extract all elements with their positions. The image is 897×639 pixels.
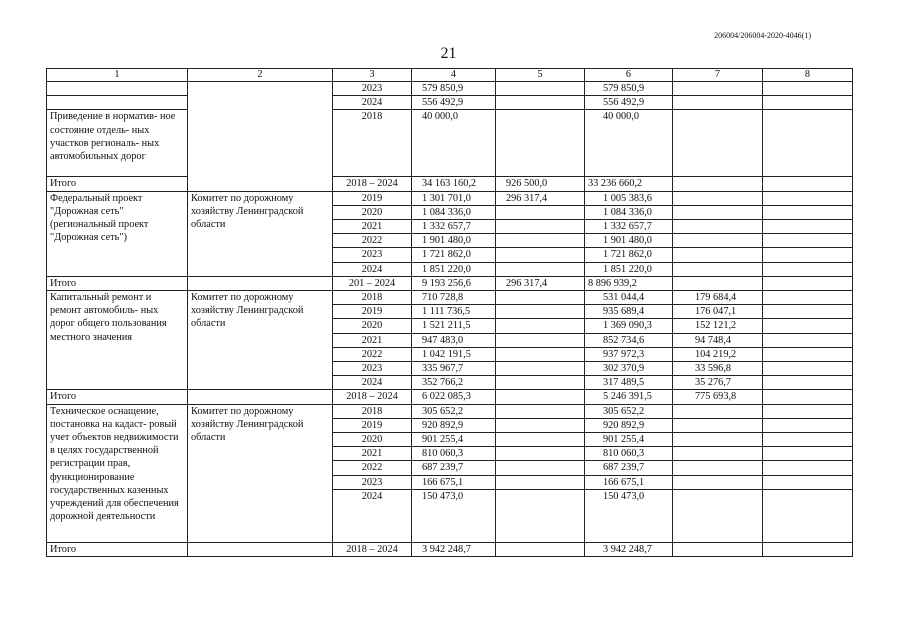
total-cell: 556 492,9: [412, 96, 496, 110]
total-cell: 150 473,0: [412, 489, 496, 542]
col-header-2: 2: [188, 69, 333, 82]
local-budget-cell: 775 693,8: [673, 390, 763, 404]
regional-budget-cell: 3 942 248,7: [585, 542, 673, 556]
year-cell: 2018: [333, 291, 412, 305]
col-header-8: 8: [763, 69, 853, 82]
local-budget-cell: 179 684,4: [673, 291, 763, 305]
regional-budget-cell: 901 255,4: [585, 433, 673, 447]
regional-budget-cell: 556 492,9: [585, 96, 673, 110]
total-label: Итого: [47, 390, 188, 404]
regional-budget-cell: 1 005 383,6: [585, 191, 673, 205]
year-cell: 2018: [333, 110, 412, 177]
regional-budget-cell: 1 332 657,7: [585, 220, 673, 234]
regional-budget-cell: 1 721 862,0: [585, 248, 673, 262]
regional-budget-cell: 935 689,4: [585, 305, 673, 319]
year-range-cell: 201 – 2024: [333, 276, 412, 290]
regional-budget-cell: 531 044,4: [585, 291, 673, 305]
col-header-5: 5: [496, 69, 585, 82]
total-cell: 1 084 336,0: [412, 205, 496, 219]
year-cell: 2021: [333, 333, 412, 347]
regional-budget-cell: 33 236 660,2: [585, 177, 673, 191]
table-row: [47, 110, 853, 177]
regional-budget-cell: 302 370,9: [585, 362, 673, 376]
regional-budget-cell: 579 850,9: [585, 82, 673, 96]
total-cell: 810 060,3: [412, 447, 496, 461]
local-budget-cell: 35 276,7: [673, 376, 763, 390]
regional-budget-cell: 8 896 939,2: [585, 276, 673, 290]
total-cell: 901 255,4: [412, 433, 496, 447]
activity-name: Приведение в норматив- ное состояние отдель- ных участков региональ- ных автомобильных дорог: [47, 110, 188, 177]
executor-name: Комитет по дорожному хозяйству Ленинградской области: [188, 191, 333, 276]
year-range-cell: 2018 – 2024: [333, 542, 412, 556]
total-cell: 40 000,0: [412, 110, 496, 177]
activity-name: Федеральный проект "Дорожная сеть" (региональный проект "Дорожная сеть"): [47, 191, 188, 276]
total-cell: 579 850,9: [412, 82, 496, 96]
total-cell: 1 301 701,0: [412, 191, 496, 205]
regional-budget-cell: 5 246 391,5: [585, 390, 673, 404]
regional-budget-cell: 305 652,2: [585, 404, 673, 418]
federal-budget-cell: 296 317,4: [496, 276, 585, 290]
year-cell: 2020: [333, 433, 412, 447]
total-cell: 1 332 657,7: [412, 220, 496, 234]
local-budget-cell: 33 596,8: [673, 362, 763, 376]
table-row: [47, 82, 853, 96]
regional-budget-cell: 1 369 090,3: [585, 319, 673, 333]
total-cell: 1 721 862,0: [412, 248, 496, 262]
col-header-6: 6: [585, 69, 673, 82]
regional-budget-cell: 1 851 220,0: [585, 262, 673, 276]
table-row: [47, 291, 853, 305]
total-cell: 305 652,2: [412, 404, 496, 418]
year-cell: 2023: [333, 248, 412, 262]
total-row: [47, 542, 853, 556]
executor-name: Комитет по дорожному хозяйству Ленинградской области: [188, 291, 333, 390]
year-range-cell: 2018 – 2024: [333, 390, 412, 404]
total-cell: 1 042 191,5: [412, 347, 496, 361]
total-cell: 9 193 256,6: [412, 276, 496, 290]
column-number-row: [47, 69, 853, 82]
year-range-cell: 2018 – 2024: [333, 177, 412, 191]
total-cell: 920 892,9: [412, 418, 496, 432]
year-cell: 2021: [333, 220, 412, 234]
total-row: [47, 177, 853, 191]
total-label: Итого: [47, 177, 188, 191]
total-cell: 710 728,8: [412, 291, 496, 305]
regional-budget-cell: 1 901 480,0: [585, 234, 673, 248]
regional-budget-cell: 852 734,6: [585, 333, 673, 347]
col-header-7: 7: [673, 69, 763, 82]
year-cell: 2022: [333, 234, 412, 248]
federal-budget-cell: 296 317,4: [496, 191, 585, 205]
table-row: [47, 96, 853, 110]
total-row: [47, 390, 853, 404]
year-cell: 2023: [333, 475, 412, 489]
total-cell: 687 239,7: [412, 461, 496, 475]
total-cell: 947 483,0: [412, 333, 496, 347]
total-cell: 166 675,1: [412, 475, 496, 489]
total-cell: 6 022 085,3: [412, 390, 496, 404]
regional-budget-cell: 937 972,3: [585, 347, 673, 361]
col-header-4: 4: [412, 69, 496, 82]
year-cell: 2019: [333, 191, 412, 205]
year-cell: 2019: [333, 418, 412, 432]
executor-name: Комитет по дорожному хозяйству Ленинградской области: [188, 404, 333, 542]
regional-budget-cell: 40 000,0: [585, 110, 673, 177]
regional-budget-cell: 166 675,1: [585, 475, 673, 489]
activity-name: Капитальный ремонт и ремонт автомобиль- ных дорог общего пользования местного значения: [47, 291, 188, 390]
table-row: [47, 404, 853, 418]
total-cell: 352 766,2: [412, 376, 496, 390]
year-cell: 2024: [333, 376, 412, 390]
total-cell: 1 851 220,0: [412, 262, 496, 276]
budget-table: [46, 68, 853, 557]
local-budget-cell: 94 748,4: [673, 333, 763, 347]
total-cell: 3 942 248,7: [412, 542, 496, 556]
total-cell: 34 163 160,2: [412, 177, 496, 191]
year-cell: 2020: [333, 319, 412, 333]
regional-budget-cell: 920 892,9: [585, 418, 673, 432]
year-cell: 2022: [333, 347, 412, 361]
total-row: [47, 276, 853, 290]
local-budget-cell: 152 121,2: [673, 319, 763, 333]
year-cell: 2022: [333, 461, 412, 475]
table-row: [47, 191, 853, 205]
year-cell: 2021: [333, 447, 412, 461]
year-cell: 2023: [333, 362, 412, 376]
local-budget-cell: 104 219,2: [673, 347, 763, 361]
regional-budget-cell: 150 473,0: [585, 489, 673, 542]
total-cell: 1 111 736,5: [412, 305, 496, 319]
year-cell: 2024: [333, 489, 412, 542]
year-cell: 2020: [333, 205, 412, 219]
year-cell: 2023: [333, 82, 412, 96]
year-cell: 2018: [333, 404, 412, 418]
total-cell: 335 967,7: [412, 362, 496, 376]
year-cell: 2019: [333, 305, 412, 319]
total-label: Итого: [47, 542, 188, 556]
local-budget-cell: 176 047,1: [673, 305, 763, 319]
year-cell: 2024: [333, 96, 412, 110]
regional-budget-cell: 687 239,7: [585, 461, 673, 475]
col-header-3: 3: [333, 69, 412, 82]
col-header-1: 1: [47, 69, 188, 82]
regional-budget-cell: 1 084 336,0: [585, 205, 673, 219]
document-id: 206004/206004-2020-4046(1): [714, 31, 811, 40]
regional-budget-cell: 317 489,5: [585, 376, 673, 390]
regional-budget-cell: 810 060,3: [585, 447, 673, 461]
page-number: 21: [440, 45, 457, 62]
activity-name: Техническое оснащение, постановка на кадаст- ровый учет объектов недвижимости в целях государственной регистрации прав, функционирование государственных казенных учреждений для обеспечения дорожной деятельности: [47, 404, 188, 542]
total-cell: 1 901 480,0: [412, 234, 496, 248]
total-label: Итого: [47, 276, 188, 290]
total-cell: 1 521 211,5: [412, 319, 496, 333]
federal-budget-cell: 926 500,0: [496, 177, 585, 191]
year-cell: 2024: [333, 262, 412, 276]
